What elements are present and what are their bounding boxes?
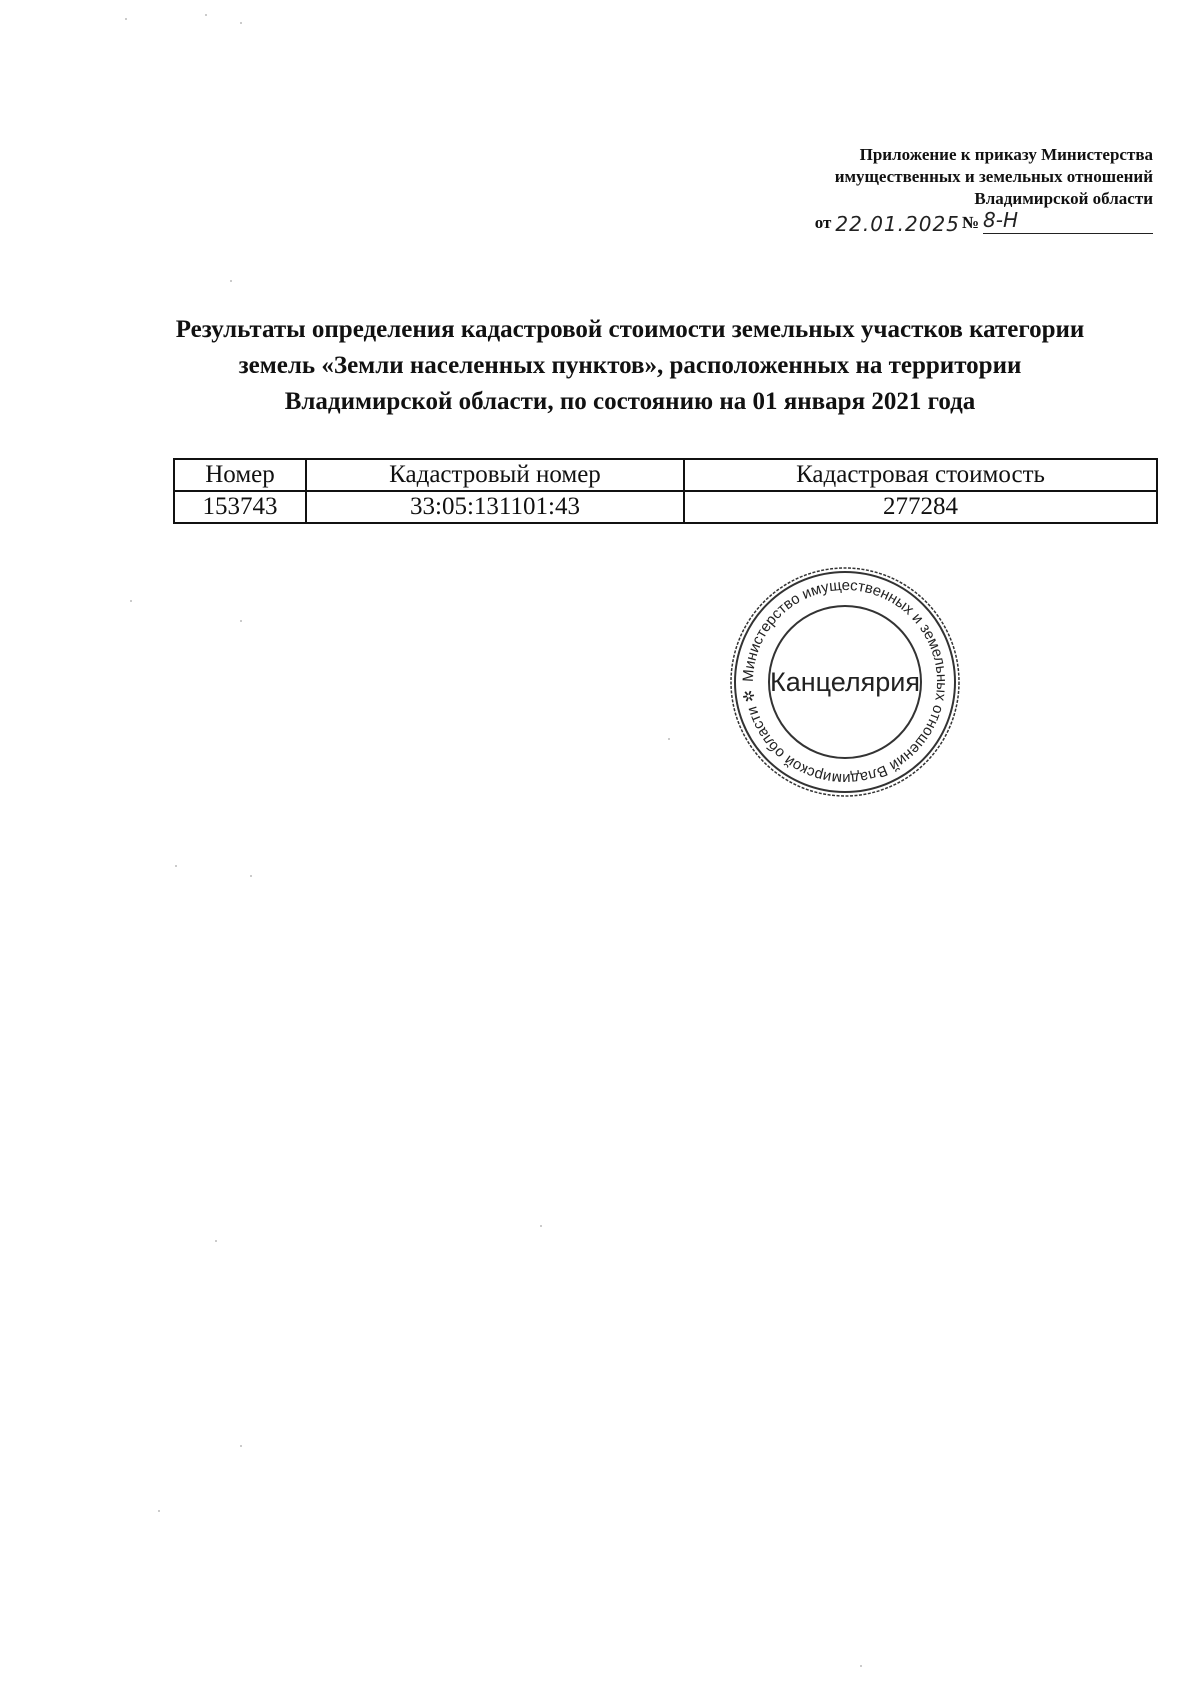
appendix-header: [733, 144, 1153, 234]
title-line-3: Владимирской области, по состоянию на 01 января 2021 года: [284, 388, 976, 415]
column-header-number: Номер: [174, 459, 306, 491]
stamp-ring-text: Министерство имущественных и земельных отношений Владимирской области ✲: [739, 576, 951, 788]
scan-speck: [860, 1665, 862, 1667]
appendix-line-1: Приложение к приказу Министерства: [859, 145, 1153, 164]
cell-number: 153743: [174, 491, 306, 523]
scan-speck: [240, 22, 242, 24]
scan-speck: [205, 14, 207, 16]
appendix-line-2: имущественных и земельных отношений: [834, 167, 1153, 186]
scan-speck: [240, 620, 242, 622]
cell-cadastral-value: 277284: [684, 491, 1157, 523]
stamp-center-text: Канцелярия: [769, 667, 921, 697]
title-line-2: земель «Земли населенных пунктов», расположенных на территории: [238, 352, 1022, 379]
order-reference: [733, 210, 1153, 234]
appendix-line-3: Владимирской области: [974, 189, 1153, 208]
scan-speck: [250, 875, 252, 877]
scan-speck: [175, 865, 177, 867]
document-title: [150, 312, 1110, 420]
scan-speck: [240, 1445, 242, 1447]
scan-speck: [130, 600, 132, 602]
title-line-1: Результаты определения кадастровой стоимости земельных участков категории: [175, 316, 1085, 343]
scan-speck: [215, 1240, 217, 1242]
order-number-label: №: [961, 213, 979, 232]
column-header-cadastral-number: Кадастровый номер: [306, 459, 684, 491]
column-header-cadastral-value: Кадастровая стоимость: [684, 459, 1157, 491]
order-date-handwritten: 22.01.2025: [835, 212, 960, 236]
cell-cadastral-number: 33:05:131101:43: [306, 491, 684, 523]
scan-speck: [125, 18, 127, 20]
table-row: [174, 491, 1157, 523]
official-stamp: [728, 565, 962, 799]
order-number-handwritten: 8-Н: [983, 208, 1018, 232]
scan-speck: [540, 1225, 542, 1227]
order-number-line: [983, 210, 1153, 234]
scan-speck: [230, 280, 232, 282]
order-prefix: от: [814, 213, 832, 232]
scan-speck: [158, 1510, 160, 1512]
table-header-row: [174, 459, 1157, 491]
cadastral-value-table: [173, 458, 1158, 524]
scan-speck: [668, 738, 670, 740]
